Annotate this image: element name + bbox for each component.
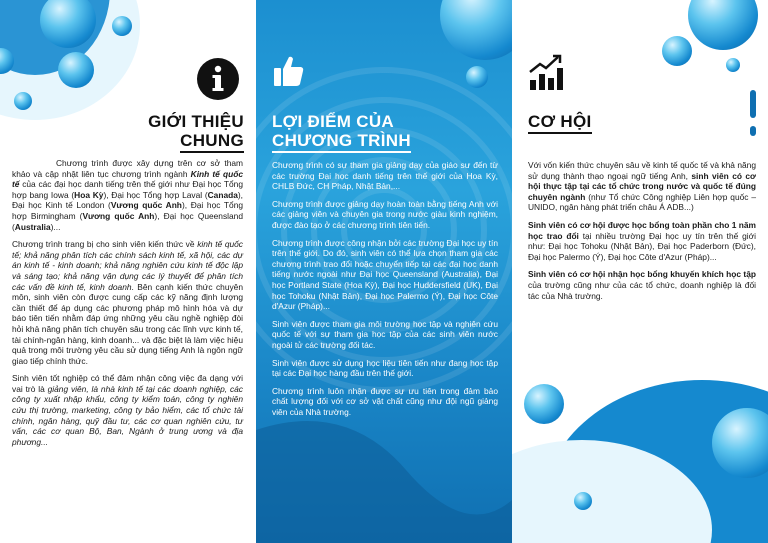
growth-chart-icon [528,54,564,92]
intro-paragraph-2: Chương trình trang bị cho sinh viên kiến thức về kinh tế quốc tế; khả năng phân tích các chính sách kinh tế, xã hội, các dự án kinh tế - kinh doanh; khả năng nghiên cứu kinh tế độc lập và sáng tạo; khả năng vận dụng các lý thuyết để phân tích các vấn đề kinh tế, kinh doanh. Bên cạnh kiến thức chuyên môn, sinh viên còn được cung cấp các kỹ năng định lượng cần thiết để áp dụng các phương pháp mô hình hóa và dự báo tiên tiến nhằm đáp ứng những yêu cầu nghề nghiệp đòi hỏi khả năng phân tích chuyên sâu trong các lĩnh vực kinh tế, tài chính-ngân hàng, kinh doanh... và đặc biệt là làm việc hiệu quả trong môi trường yêu cầu sử dụng tiếng Anh là ngôn ngữ giao tiếp chính thức. [12,239,243,366]
advantage-paragraph: Chương trình được công nhận bởi các trường Đại học uy tín trên thế giới. Do đó, sinh viên có thể lựa chọn tham gia các chương trình trao đổi hoặc chuyển tiếp tại các đại học danh tiếng nước ngoài như Đại học Queensland (Australia), Đại học Portland State (Hoa Kỳ), Đại học Huddersfield (UK), Đại học Tohoku (Nhật Bản), Đại học Palermo (Ý), Đại học Côte d'Azur (Pháp)... [272,237,498,312]
advantage-paragraph: Sinh viên được tham gia môi trường học tập và nghiên cứu quốc tế với sự tham gia học tập của các sinh viên nước ngoài tử các trường đối tác. [272,318,498,350]
panel-opportunities [512,0,768,543]
panel-advantages [256,0,512,543]
opportunities-text [528,160,756,308]
panel-intro [0,0,256,543]
section-title-opportunities: CƠ HỘI [528,112,592,134]
decor-bubble [14,92,32,110]
decor-bubble [112,16,132,36]
page-title: GIỚI THIỆU CHUNG [144,112,244,153]
opportunity-paragraph-3: Sinh viên có cơ hội nhận học bổng khuyến khích học tập của trường cũng như của các tổ chức, doanh nghiệp là đối tác của Nhà trường. [528,269,756,301]
decor-bubble [58,52,94,88]
decor-bubble [524,384,564,424]
advantage-paragraph: Sinh viên được sử dụng học liệu tiên tiến như đang học tập tại các Đại học hàng đầu trên thế giới. [272,357,498,379]
decor-pill [750,90,756,118]
advantage-paragraph: Chương trình có sự tham gia giảng dạy của giáo sư đến từ các trường Đại học danh tiếng trên thế giới của Hoa Kỳ, CHLB Đức, CH Pháp, Nhật Bản,... [272,160,498,192]
section-title-advantages: LỢI ĐIỂM CỦA CHƯƠNG TRÌNH [272,112,411,153]
info-icon [196,57,240,101]
decor-bubble [688,0,758,50]
opportunity-paragraph-1: Với vốn kiến thức chuyên sâu về kinh tế quốc tế và khả năng sử dụng thành thạo ngoại ngữ tiếng Anh, sinh viên có cơ hội thực tập tại các tổ chức trong nước và quốc tế đúng chuyên ngành (như Tổ chức Công nghiệp Liên hợp quốc – UNIDO, ngân hàng phát triển châu Á ADB...) [528,160,757,213]
intro-text [12,158,243,454]
decor-bubble [726,58,740,72]
advantage-paragraph: Chương trình được giảng dạy hoàn toàn bằng tiếng Anh với các giảng viên và chuyên gia trong nước giàu kinh nghiệm, được đào tạo ở các chương trình tiên tiến. [272,198,498,230]
advantages-text [272,160,498,424]
advantage-paragraph: Chương trình luôn nhận được sự ưu tiên trong đảm bảo chất lượng đối với cơ sở vật chất cũng như đội ngũ giảng viên của Nhà trường. [272,385,498,417]
decor-pill [750,126,756,136]
decor-bubble [466,66,488,88]
decor-bubble [662,36,692,66]
intro-paragraph-3: Sinh viên tốt nghiệp có thể đảm nhận công việc đa dạng với vai trò là giảng viên, là nhà kinh tế tại các doanh nghiệp, các công ty xuất nhập khẩu, công ty kiểm toán, công ty nghiên cứu thị trường, marketing, công ty bảo hiểm, các tổ chức tài chính, ngân hàng, quỹ đầu tư, các cơ quan nghiên cứu, tư vấn, các cơ quan Bộ, Ban, Ngành ở trung ương và địa phương... [12,373,243,447]
opportunity-paragraph-2: Sinh viên có cơ hội được học bổng toàn phần cho 1 năm học trao đổi tại nhiều trường Đại học uy tín trên thế giới như: Đại học Tohoku (Nhật Bản), Đại học Paderborn (Đức), Đại học Palermo (Ý), Đại học Côte d'Azur (Pháp)... [528,219,756,262]
decor-bubble [574,492,592,510]
thumbs-up-icon [272,54,306,88]
intro-paragraph-1: Chương trình được xây dựng trên cơ sở tham khảo và cập nhật liên tục chương trình ngành Kinh tế quốc tế của các đại học danh tiếng trên thế giới như Đại học Tổng hợp bang Iowa (Hoa Kỳ), Đại học Tổng hợp Laval (Canada), Đại học Kinh tế London (Vương quốc Anh), Đại học Tổng hợp Birmingham (Vương quốc Anh), Đại học Queensland (Australia)... [12,158,244,232]
